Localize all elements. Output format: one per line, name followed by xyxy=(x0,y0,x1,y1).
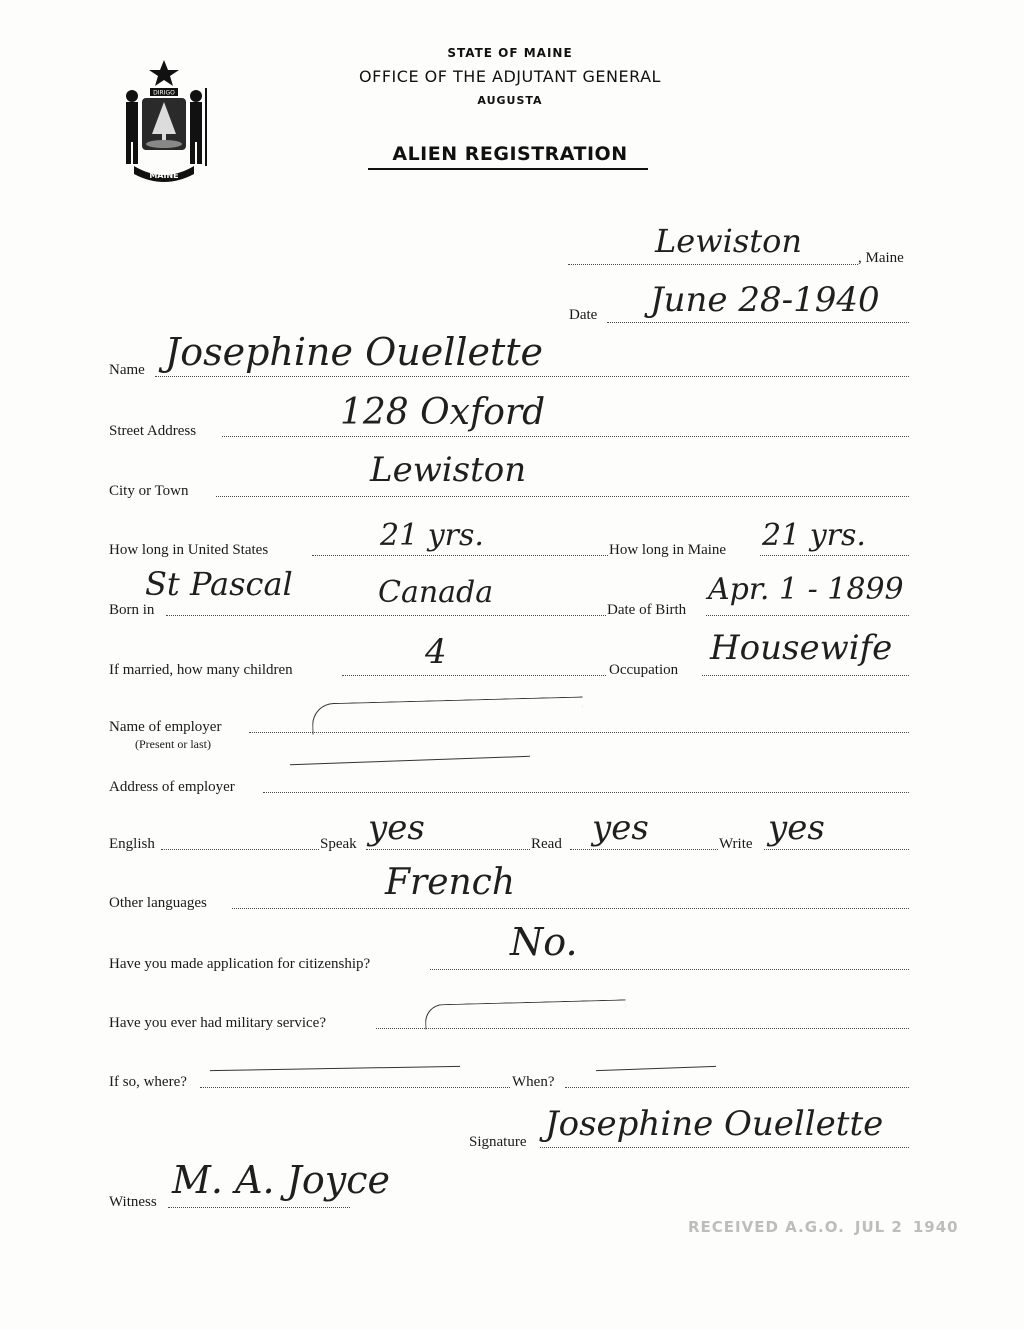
employer-name-label: Name of employer xyxy=(109,719,222,735)
write-line xyxy=(764,849,909,850)
occupation-label: Occupation xyxy=(609,662,679,678)
stamp-date: JUL 2 xyxy=(854,1218,903,1236)
children-label: If married, how many children xyxy=(109,662,293,678)
seal-motto: DIRIGO xyxy=(153,89,175,97)
read-value: yes xyxy=(592,808,649,848)
street-address-value: 128 Oxford xyxy=(340,392,546,433)
signature-value: Josephine Ouellette xyxy=(545,1104,884,1144)
date-line xyxy=(607,322,909,323)
received-stamp xyxy=(688,1218,959,1236)
children-value: 4 xyxy=(425,632,447,672)
born-in-country-value: Canada xyxy=(378,575,494,610)
signature-line xyxy=(540,1147,909,1148)
how-long-us-value: 21 yrs. xyxy=(380,518,484,553)
employer-address-label: Address of employer xyxy=(109,779,235,795)
employer-address-line xyxy=(263,792,909,793)
military-dash xyxy=(425,999,627,1029)
date-of-birth-label: Date of Birth xyxy=(607,602,687,618)
name-line xyxy=(155,376,909,377)
name-value: Josephine Ouellette xyxy=(165,330,544,374)
maine-suffix: , Maine xyxy=(858,250,904,266)
stamp-year: 1940 xyxy=(912,1218,959,1236)
town-value: Lewiston xyxy=(655,222,802,260)
city-line xyxy=(216,496,909,497)
occupation-value: Housewife xyxy=(710,628,893,668)
employer-name-dash xyxy=(312,696,584,734)
city-value: Lewiston xyxy=(370,450,527,490)
speak-line xyxy=(366,849,530,850)
born-in-line xyxy=(166,615,606,616)
header-state: STATE OF MAINE xyxy=(447,46,573,60)
town-line xyxy=(568,264,858,265)
witness-value: M. A. Joyce xyxy=(172,1158,391,1202)
citizenship-line xyxy=(430,969,909,970)
street-address-label: Street Address xyxy=(109,423,197,439)
english-label: English xyxy=(109,836,155,852)
witness-line xyxy=(168,1207,350,1208)
write-label: Write xyxy=(719,836,753,852)
date-of-birth-value: Apr. 1 - 1899 xyxy=(708,572,904,607)
read-label: Read xyxy=(531,836,562,852)
military-label: Have you ever had military service? xyxy=(109,1015,326,1031)
signature-label: Signature xyxy=(469,1134,527,1150)
employer-address-dash xyxy=(290,756,530,765)
read-line xyxy=(570,849,718,850)
where-label: If so, where? xyxy=(109,1074,187,1090)
how-long-us-line xyxy=(312,555,608,556)
date-of-birth-line xyxy=(706,615,909,616)
how-long-maine-value: 21 yrs. xyxy=(762,518,866,553)
stamp-received: RECEIVED A.G.O. xyxy=(688,1218,845,1236)
when-dash xyxy=(596,1066,716,1071)
employer-name-note: (Present or last) xyxy=(135,737,211,751)
speak-value: yes xyxy=(368,808,425,848)
street-address-line xyxy=(222,436,909,437)
born-in-label: Born in xyxy=(109,602,155,618)
where-line xyxy=(200,1087,510,1088)
occupation-line xyxy=(702,675,909,676)
witness-label: Witness xyxy=(109,1194,157,1210)
seal-banner: MAINE xyxy=(149,171,179,180)
form-title: ALIEN REGISTRATION xyxy=(392,143,628,165)
write-value: yes xyxy=(768,808,825,848)
english-line xyxy=(161,849,319,850)
where-dash xyxy=(210,1066,460,1071)
date-label: Date xyxy=(569,307,598,323)
other-languages-line xyxy=(232,908,909,909)
when-label: When? xyxy=(512,1074,555,1090)
when-line xyxy=(565,1087,909,1088)
how-long-maine-label: How long in Maine xyxy=(609,542,727,558)
other-languages-value: French xyxy=(385,862,516,903)
other-languages-label: Other languages xyxy=(109,895,207,911)
citizenship-value: No. xyxy=(510,920,578,964)
city-label: City or Town xyxy=(109,483,189,499)
state-seal-icon xyxy=(112,58,216,186)
how-long-us-label: How long in United States xyxy=(109,542,269,558)
header-office: OFFICE OF THE ADJUTANT GENERAL xyxy=(359,67,661,86)
name-label: Name xyxy=(109,362,145,378)
header-city: AUGUSTA xyxy=(477,94,543,107)
citizenship-label: Have you made application for citizenship? xyxy=(109,956,371,972)
how-long-maine-line xyxy=(760,555,909,556)
title-underline xyxy=(368,168,648,170)
speak-label: Speak xyxy=(320,836,357,852)
born-in-town-value: St Pascal xyxy=(145,565,293,603)
children-line xyxy=(342,675,606,676)
date-value: June 28-1940 xyxy=(650,280,880,320)
